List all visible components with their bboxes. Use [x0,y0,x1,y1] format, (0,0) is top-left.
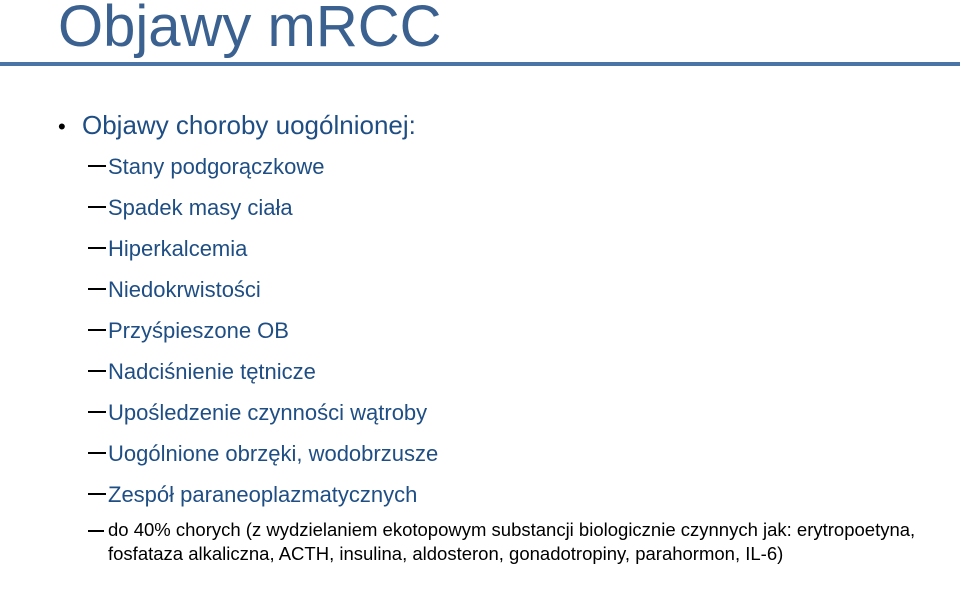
detail-text: do 40% chorych (z wydzielaniem ekotopowym substancji biologicznie czynnych jak: erytropoetyna, fosfataza alkaliczna, ACTH, insulina, aldosteron, gonadotropiny, parahormon, IL-6) [108,519,916,564]
list-item [88,355,438,396]
dash-icon [88,288,106,290]
list-item-text: Przyśpieszone OB [108,318,289,343]
list-item [88,150,438,191]
list-item [88,314,438,355]
detail-item [88,518,948,566]
dash-icon [88,329,106,331]
list-item [88,478,438,519]
main-bullet-text: Objawy choroby uogólnionej: [82,110,416,140]
list-item-text: Upośledzenie czynności wątroby [108,400,428,425]
list-item [88,191,438,232]
list-item-text: Hiperkalcemia [108,236,248,261]
list-item-text: Spadek masy ciała [108,195,293,220]
dash-icon [88,530,104,532]
symptom-list [88,150,438,519]
dash-icon [88,370,106,372]
list-item [88,273,438,314]
dash-icon [88,165,106,167]
dash-icon [88,411,106,413]
list-item-text: Nadciśnienie tętnicze [108,359,316,384]
main-bullet [58,110,416,142]
dash-icon [88,206,106,208]
list-item-text: Uogólnione obrzęki, wodobrzusze [108,441,439,466]
list-item [88,396,438,437]
list-item-text: Niedokrwistości [108,277,261,302]
list-item-text: Zespół paraneoplazmatycznych [108,482,418,507]
list-item [88,437,438,478]
list-item-text: Stany podgorączkowe [108,154,325,179]
bullet-dot-icon: • [58,114,66,139]
dash-icon [88,247,106,249]
list-item [88,232,438,273]
title-divider [0,62,960,66]
slide-title: Objawy mRCC [58,0,442,59]
dash-icon [88,452,106,454]
dash-icon [88,493,106,495]
